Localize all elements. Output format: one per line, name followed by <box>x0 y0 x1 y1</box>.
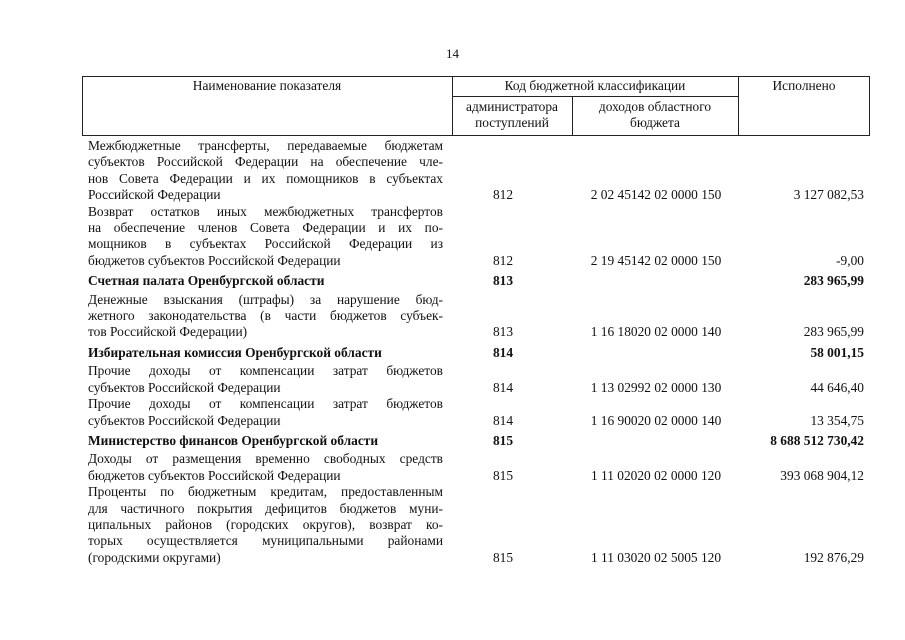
table-section-row <box>88 433 868 449</box>
indicator-name: Счетная палата Оренбургской области <box>88 273 325 289</box>
indicator-name: Прочие доходы от компенсации затрат бюджетов субъектов Российской Федерации <box>88 396 443 428</box>
admin-code: 814 <box>492 344 514 360</box>
income-code: 1 16 90020 02 0000 140 <box>590 412 722 428</box>
executed-amount: 393 068 904,12 <box>780 467 864 483</box>
indicator-name: Межбюджетные трансферты, передаваемые бюджетам субъектов Российской Федерации на обеспечение чле- нов Совета Федерации и их помощников в субъектах Российской Федерации <box>88 138 443 203</box>
admin-code: 815 <box>492 467 514 483</box>
admin-code: 815 <box>492 549 514 565</box>
table-header <box>82 76 870 136</box>
table-row <box>88 484 868 566</box>
admin-code: 815 <box>492 432 514 448</box>
admin-code: 814 <box>492 379 514 395</box>
income-code: 2 19 45142 02 0000 150 <box>590 252 722 268</box>
indicator-name: Проценты по бюджетным кредитам, предоставленным для частичного покрытия дефицитов бюджетов муни- ципальных районов (городских округов), возврат ко- торых осуществляется муниципальными районами (городскими округами) <box>88 484 443 565</box>
indicator-name: Прочие доходы от компенсации затрат бюджетов субъектов Российской Федерации <box>88 363 443 395</box>
table-row <box>88 292 868 341</box>
page-number: 14 <box>446 46 459 61</box>
executed-amount: 13 354,75 <box>810 412 864 428</box>
header-code: Код бюджетной классификации <box>504 78 686 93</box>
table-row <box>88 204 868 270</box>
indicator-name: Министерство финансов Оренбургской области <box>88 432 379 448</box>
table-body <box>88 138 868 566</box>
table-row <box>88 138 868 204</box>
table-section-row <box>88 345 868 361</box>
table-row <box>88 396 868 429</box>
admin-code: 812 <box>492 187 514 203</box>
executed-amount: 44 646,40 <box>810 379 864 395</box>
executed-amount: 192 876,29 <box>803 549 864 565</box>
table-row <box>88 363 868 396</box>
header-executed: Исполнено <box>772 78 836 93</box>
income-code: 2 02 45142 02 0000 150 <box>590 187 722 203</box>
table-section-row <box>88 273 868 289</box>
admin-code: 812 <box>492 252 514 268</box>
header-income: доходов областного бюджета <box>598 99 712 130</box>
executed-amount: 3 127 082,53 <box>793 187 864 203</box>
admin-code: 814 <box>492 412 514 428</box>
executed-amount: 283 965,99 <box>803 273 864 289</box>
indicator-name: Денежные взыскания (штрафы) за нарушение бюд- жетного законодательства (в части бюджетов субъек- тов Российской Федерации) <box>88 291 443 340</box>
income-code: 1 13 02992 02 0000 130 <box>590 379 722 395</box>
admin-code: 813 <box>492 324 514 340</box>
executed-amount: 58 001,15 <box>810 344 864 360</box>
header-admin: администратора поступлений <box>466 99 558 130</box>
executed-amount: 283 965,99 <box>803 324 864 340</box>
admin-code: 813 <box>492 273 514 289</box>
income-code: 1 11 03020 02 5005 120 <box>590 549 722 565</box>
income-code: 1 11 02020 02 0000 120 <box>590 467 722 483</box>
indicator-name: Доходы от размещения временно свободных средств бюджетов субъектов Российской Федерации <box>88 451 443 483</box>
executed-amount: -9,00 <box>836 252 864 268</box>
income-code: 1 16 18020 02 0000 140 <box>590 324 722 340</box>
header-name: Наименование показателя <box>192 78 342 93</box>
indicator-name: Возврат остатков иных межбюджетных трансфертов на обеспечение членов Совета Федерации и их по- мощников в субъектах Российской Федерации из бюджетов субъектов Российской Федерации <box>88 203 443 268</box>
indicator-name: Избирательная комиссия Оренбургской области <box>88 344 382 360</box>
executed-amount: 8 688 512 730,42 <box>770 432 864 448</box>
table-row <box>88 451 868 484</box>
